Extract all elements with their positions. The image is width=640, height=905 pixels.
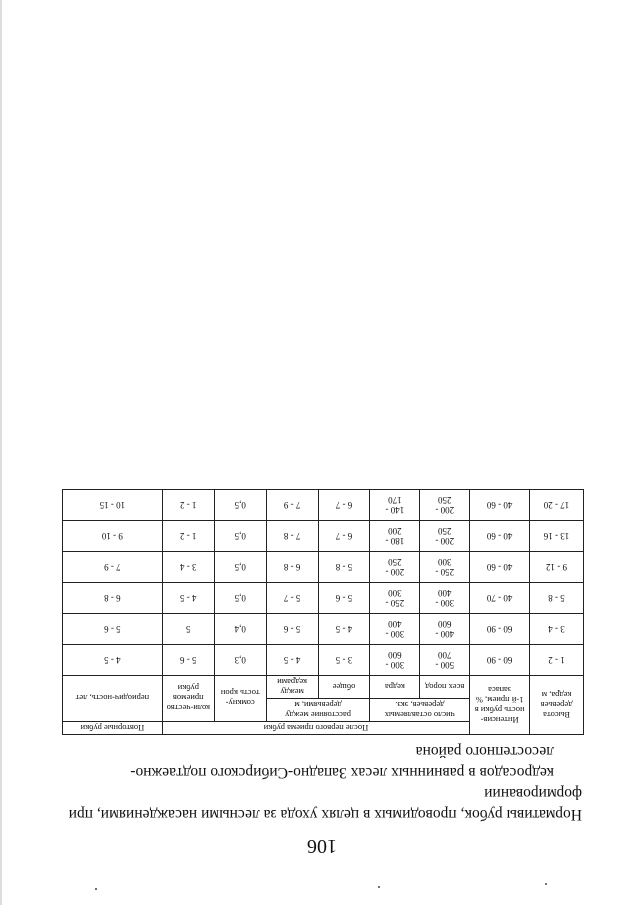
norms-table (62, 489, 584, 735)
header-height: Высота деревьев кедра, м (530, 676, 584, 735)
cell-total: 3 - 5 (318, 645, 370, 676)
cell-height: 17 - 20 (530, 490, 584, 521)
cell-all: 300 - 400 (420, 583, 470, 614)
cell-closeness: 0,3 (214, 645, 266, 676)
cell-cedar: 180 - 200 (370, 521, 420, 552)
table-row (63, 645, 584, 676)
header-intensity: Интенсив-ность рубки в 1-й прием, % запаса (470, 676, 530, 735)
cell-between: 7 - 8 (266, 521, 318, 552)
cell-periodicity: 6 - 8 (63, 583, 163, 614)
cell-periodicity: 7 - 9 (63, 552, 163, 583)
cell-height: 13 - 16 (530, 521, 584, 552)
table-row (63, 490, 584, 521)
cell-all: 200 - 250 (420, 521, 470, 552)
cell-between: 4 - 5 (266, 645, 318, 676)
header-total: общее (318, 676, 370, 699)
cell-between: 5 - 7 (266, 583, 318, 614)
cell-total: 5 - 6 (318, 583, 370, 614)
header-between-cedar: между кедрами (266, 676, 318, 699)
header-cedar: кедра (370, 676, 420, 699)
header-closeness: сомкну-тость крон (214, 676, 266, 722)
cell-total: 5 - 8 (318, 552, 370, 583)
cell-frequency: 1 - 2 (162, 521, 214, 552)
cell-between: 7 - 9 (266, 490, 318, 521)
table-row (63, 552, 584, 583)
header-distance: расстояние между деревьями, м (266, 699, 370, 722)
cell-all: 200 - 250 (420, 490, 470, 521)
cell-closeness: 0,5 (214, 490, 266, 521)
cell-intensity: 40 - 60 (470, 552, 530, 583)
table-row (63, 583, 584, 614)
cell-total: 6 - 7 (318, 521, 370, 552)
cell-cedar: 300 - 400 (370, 614, 420, 645)
cell-cedar: 250 - 300 (370, 583, 420, 614)
cell-intensity: 40 - 60 (470, 490, 530, 521)
cell-cedar: 300 - 600 (370, 645, 420, 676)
table-row (63, 614, 584, 645)
header-repeat-cuttings: Повторные рубки (63, 722, 163, 735)
cell-frequency: 1 - 2 (162, 490, 214, 521)
cell-between: 6 - 8 (266, 552, 318, 583)
cell-intensity: 60 - 90 (470, 645, 530, 676)
cell-frequency: 3 - 4 (162, 552, 214, 583)
header-periodicity: периодич-ность, лет (63, 676, 163, 722)
cell-cedar: 140 - 170 (370, 490, 420, 521)
title-line-1: Нормативы рубок, проводимых в целях ухода за лесными насаждениями, при формировании (68, 785, 582, 823)
cell-height: 5 - 8 (530, 583, 584, 614)
cell-intensity: 40 - 70 (470, 583, 530, 614)
scan-speck (378, 886, 380, 888)
cell-periodicity: 4 - 5 (63, 645, 163, 676)
cell-closeness: 0,5 (214, 552, 266, 583)
page-number: 106 (307, 835, 337, 857)
title-line-2: кедросадов в равнинных лесах Западно-Сибирского подтаежно-лесостепного района (130, 743, 554, 781)
rotated-content (2, 0, 640, 905)
cell-total: 4 - 5 (318, 614, 370, 645)
cell-frequency: 5 - 6 (162, 645, 214, 676)
cell-all: 250 - 300 (420, 552, 470, 583)
cell-closeness: 0,5 (214, 583, 266, 614)
cell-height: 9 - 12 (530, 552, 584, 583)
cell-periodicity: 5 - 6 (63, 614, 163, 645)
cell-periodicity: 10 - 15 (63, 490, 163, 521)
cell-intensity: 60 - 90 (470, 614, 530, 645)
header-first-stage: После первого приема рубки (162, 722, 469, 735)
cell-total: 6 - 7 (318, 490, 370, 521)
cell-all: 400 - 600 (420, 614, 470, 645)
table-row (63, 521, 584, 552)
cell-all: 500 - 700 (420, 645, 470, 676)
cell-intensity: 40 - 60 (470, 521, 530, 552)
cell-between: 5 - 6 (266, 614, 318, 645)
page-title (42, 741, 582, 825)
cell-frequency: 5 (162, 614, 214, 645)
header-all-species: всех пород (420, 676, 470, 699)
cell-closeness: 0,4 (214, 614, 266, 645)
cell-height: 1 - 2 (530, 645, 584, 676)
cell-periodicity: 9 - 10 (63, 521, 163, 552)
cell-frequency: 4 - 5 (162, 583, 214, 614)
cell-cedar: 200 - 250 (370, 552, 420, 583)
header-tree-count: число оставляемых деревьев, экз. (370, 699, 470, 722)
cell-height: 3 - 4 (530, 614, 584, 645)
cell-closeness: 0,5 (214, 521, 266, 552)
scan-speck (95, 888, 97, 890)
scan-speck (545, 883, 547, 885)
header-frequency: коли-чество приемов рубки (162, 676, 214, 722)
